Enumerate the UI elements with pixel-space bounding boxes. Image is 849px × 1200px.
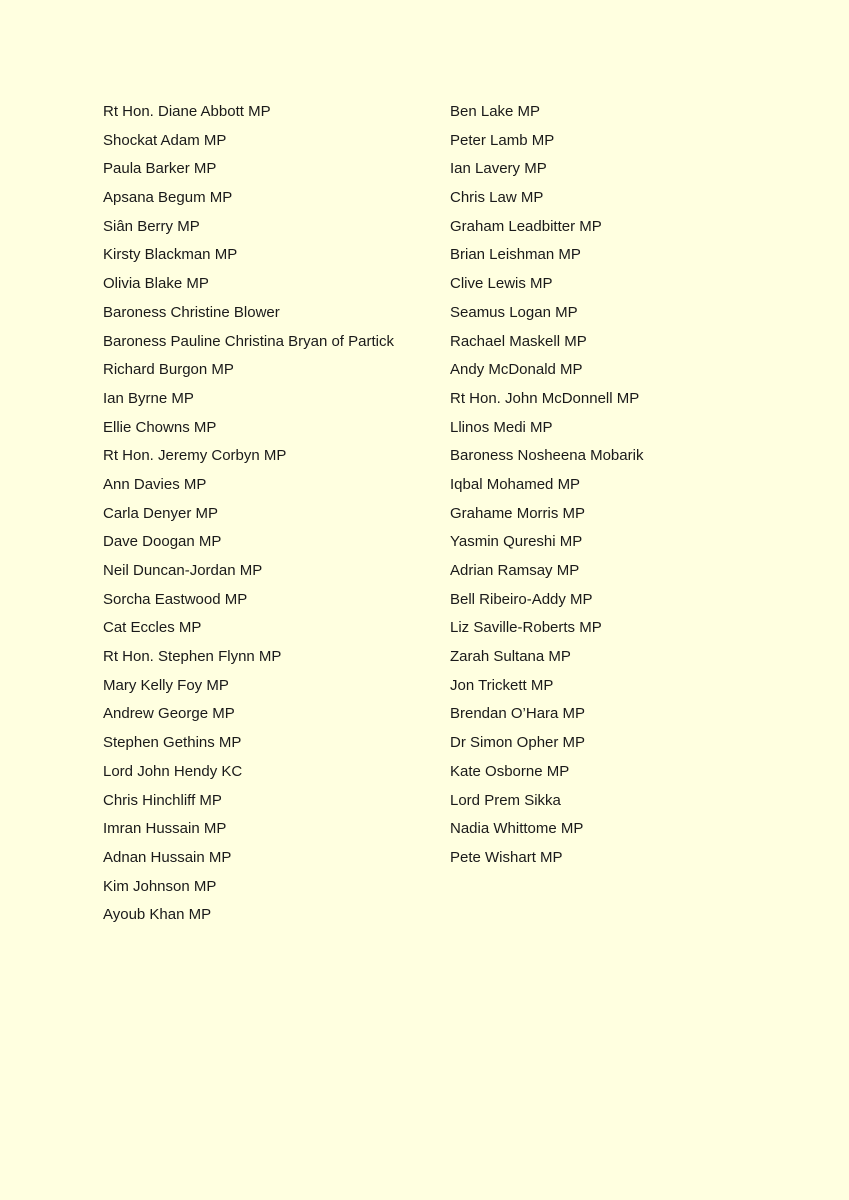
signatory-name: Ian Byrne MP <box>103 389 194 407</box>
signatory-name: Llinos Medi MP <box>450 418 553 436</box>
signatory-name: Ian Lavery MP <box>450 160 547 178</box>
signatory-name: Dave Doogan MP <box>103 533 222 551</box>
signatory-name: Liz Saville-Roberts MP <box>450 619 602 637</box>
signatory-name: Baroness Pauline Christina Bryan of Partick <box>103 332 394 350</box>
signatory-name: Andy McDonald MP <box>450 361 583 379</box>
signatory-name: Ben Lake MP <box>450 103 541 120</box>
signatory-name: Lord Prem Sikka <box>450 791 561 809</box>
signatory-name: Bell Ribeiro-Addy MP <box>450 590 593 608</box>
signatory-name: Adnan Hussain MP <box>103 848 232 866</box>
signatory-name: Richard Burgon MP <box>103 361 234 379</box>
signatory-name: Rt Hon. Jeremy Corbyn MP <box>103 447 287 465</box>
signatory-name: Imran Hussain MP <box>103 820 227 838</box>
signatory-name: Rachael Maskell MP <box>450 332 587 350</box>
signatory-name: Zarah Sultana MP <box>450 648 571 666</box>
signatory-name: Adrian Ramsay MP <box>450 562 580 579</box>
signatory-name: Siân Berry MP <box>103 217 200 235</box>
signatory-list-right <box>450 98 810 873</box>
signatory-name: Ayoub Khan MP <box>103 906 212 924</box>
signatory-name: Olivia Blake MP <box>103 275 209 293</box>
signatory-name: Rt Hon. Stephen Flynn MP <box>103 648 282 666</box>
signatory-list-left <box>103 98 433 930</box>
signatory-name: Rt Hon. John McDonnell MP <box>450 389 640 407</box>
signatory-name: Peter Lamb MP <box>450 131 555 149</box>
signatory-name: Paula Barker MP <box>103 160 217 178</box>
signatory-name: Chris Hinchliff MP <box>103 791 222 809</box>
signatory-name: Ann Davies MP <box>103 475 207 493</box>
signatory-name: Dr Simon Opher MP <box>450 734 586 752</box>
signatory-name: Jon Trickett MP <box>450 676 554 694</box>
signatory-name: Carla Denyer MP <box>103 504 219 522</box>
signatory-name: Brendan O’Hara MP <box>450 705 586 723</box>
signatory-name: Nadia Whittome MP <box>450 820 584 838</box>
signatory-name: Baroness Christine Blower <box>103 303 280 321</box>
signatory-name: Neil Duncan-Jordan MP <box>103 562 263 579</box>
signatory-name: Clive Lewis MP <box>450 275 553 293</box>
signatory-name: Shockat Adam MP <box>103 131 227 149</box>
signatory-name: Grahame Morris MP <box>450 504 586 522</box>
signatory-name: Mary Kelly Foy MP <box>103 676 229 694</box>
signatory-name: Sorcha Eastwood MP <box>103 590 248 608</box>
signatory-name: Chris Law MP <box>450 189 544 207</box>
signatory-name: Rt Hon. Diane Abbott MP <box>103 103 271 120</box>
signatory-name: Andrew George MP <box>103 705 235 723</box>
signatory-name: Kate Osborne MP <box>450 762 570 780</box>
signatory-name: Pete Wishart MP <box>450 848 563 866</box>
signatory-name: Iqbal Mohamed MP <box>450 475 581 493</box>
signatory-name: Stephen Gethins MP <box>103 734 242 752</box>
signatory-name: Lord John Hendy KC <box>103 762 243 780</box>
signatory-name: Kim Johnson MP <box>103 877 217 895</box>
signatory-name: Baroness Nosheena Mobarik <box>450 447 644 465</box>
signatory-name: Apsana Begum MP <box>103 189 233 207</box>
signatory-name: Graham Leadbitter MP <box>450 217 602 235</box>
signatory-name: Yasmin Qureshi MP <box>450 533 583 551</box>
signatory-name: Ellie Chowns MP <box>103 418 217 436</box>
signatory-name: Cat Eccles MP <box>103 619 202 637</box>
signatory-name: Brian Leishman MP <box>450 246 581 264</box>
signatory-name: Kirsty Blackman MP <box>103 246 238 264</box>
signatory-name: Seamus Logan MP <box>450 303 578 321</box>
